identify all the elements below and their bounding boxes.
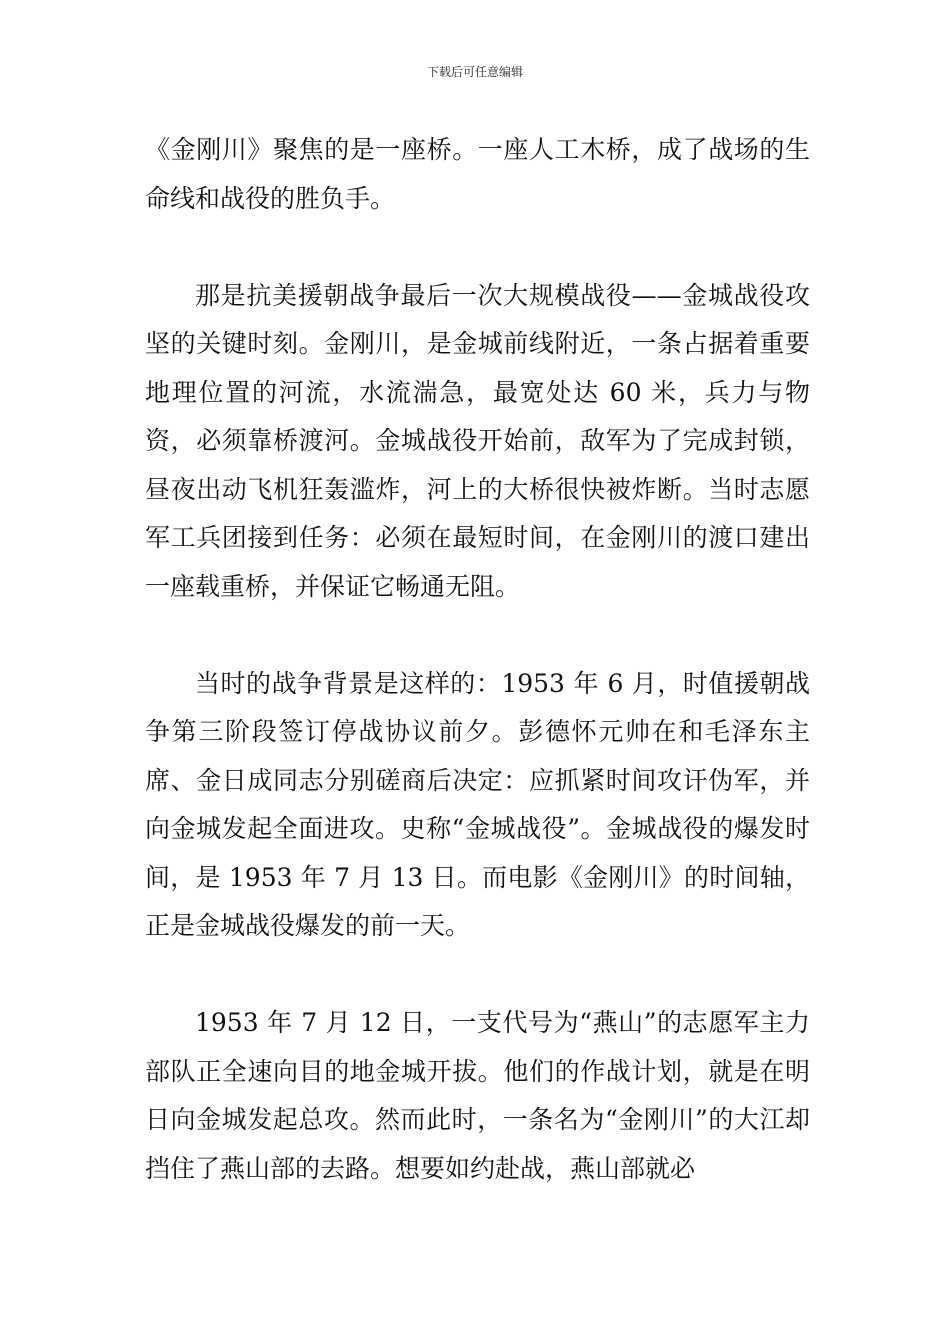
page-header-note: 下载后可任意编辑 <box>426 65 523 79</box>
paragraph-4: 1953 年 7 月 12 日，一支代号为“燕山”的志愿军主力部队正全速向目的地金城开拔。他们的作战计划，就是在明日向金城发起总攻。然而此时，一条名为“金刚川”的大江却挡住了燕山部的去路。想要如约赴战，燕山部就必 <box>145 1008 810 1183</box>
paragraph-1: 《金刚川》聚焦的是一座桥。一座人工木桥，成了战场的生命线和战役的胜负手。 <box>145 135 810 213</box>
paragraph-3: 当时的战争背景是这样的：1953 年 6 月，时值援朝战争第三阶段签订停战协议前夕。彭德怀元帅在和毛泽东主席、金日成同志分别磋商后决定：应抓紧时间攻讦伪军，并向金城发起全面进攻。史称“金城战役”。金城战役的爆发时间，是 1953 年 7 月 13 日。而电影《金刚川》的时间轴，正是金城战役爆发的前一天。 <box>145 668 810 940</box>
paragraph-2: 那是抗美援朝战争最后一次大规模战役——金城战役攻坚的关键时刻。金刚川，是金城前线附近，一条占据着重要地理位置的河流，水流湍急，最宽处达 60 米，兵力与物资，必须靠桥渡河。金城战役开始前，敌军为了完成封锁，昼夜出动飞机狂轰滥炸，河上的大桥很快被炸断。当时志愿军工兵团接到任务：必须在最短时间，在金刚川的渡口建出一座载重桥，并保证它畅通无阻。 <box>145 280 810 601</box>
document-body <box>145 126 810 1193</box>
